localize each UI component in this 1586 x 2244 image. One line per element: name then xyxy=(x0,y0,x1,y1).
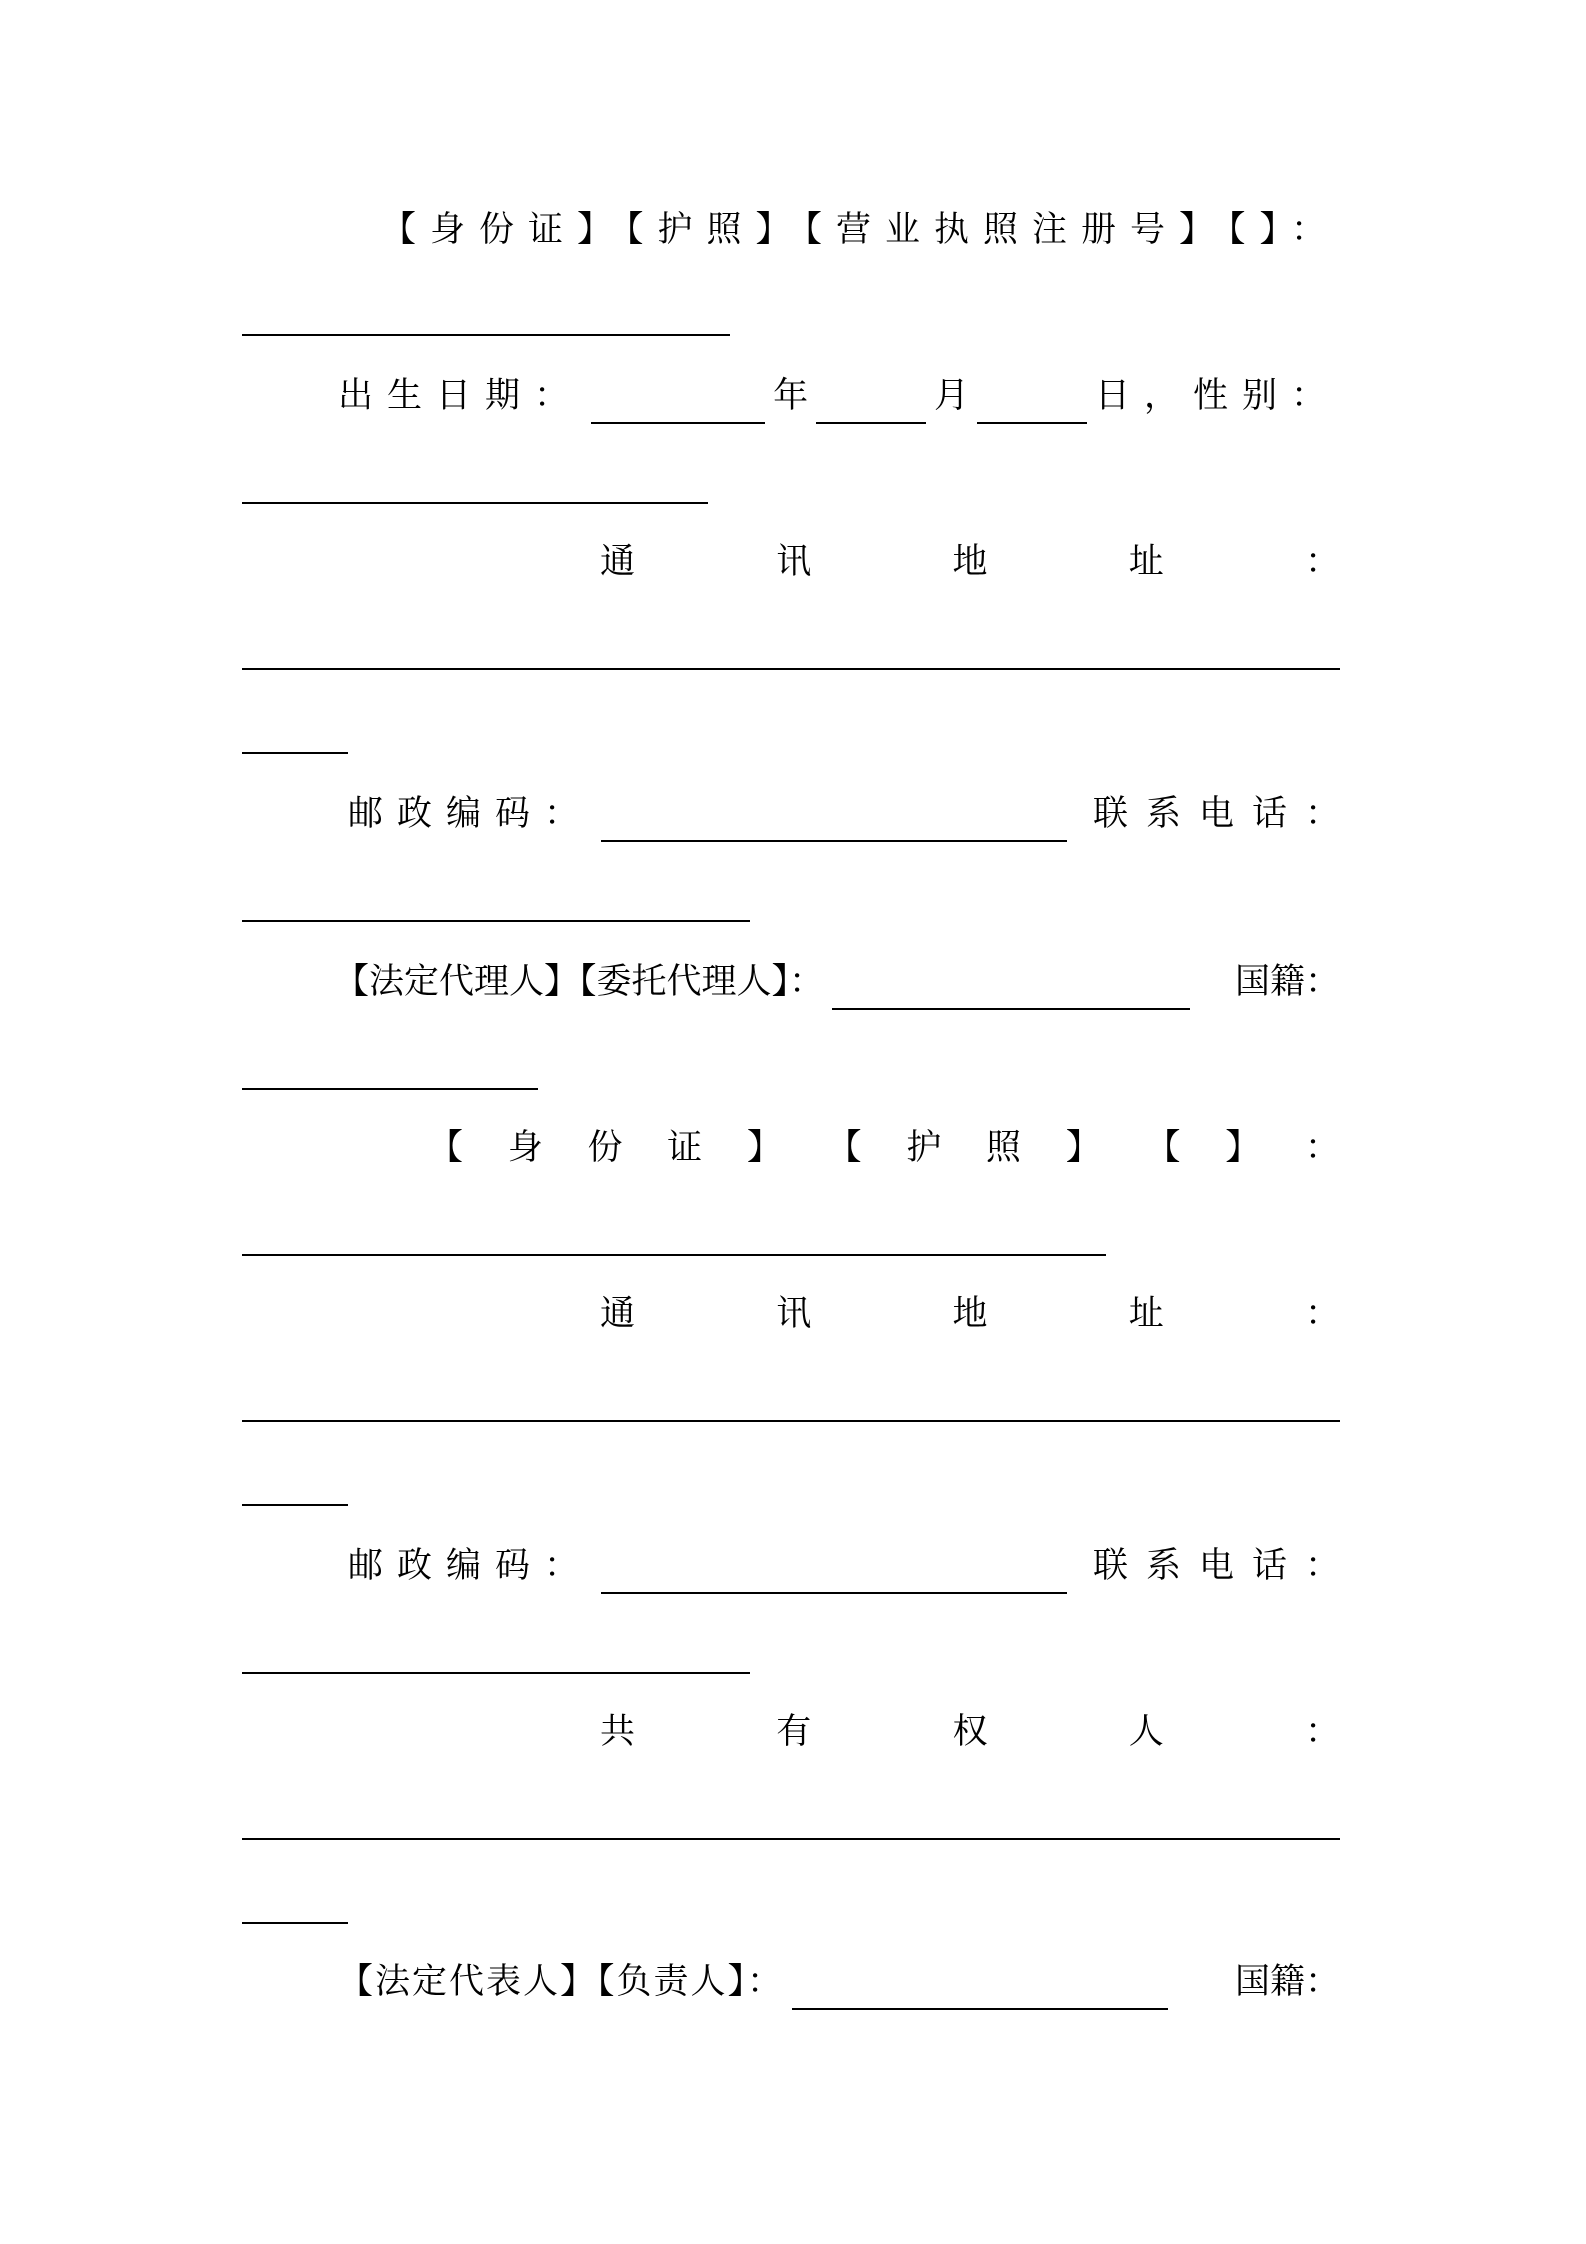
address-blank-1b[interactable] xyxy=(242,752,348,754)
phone-label-1: 联系电话： xyxy=(1092,794,1358,834)
id2-char-4: 护 xyxy=(906,1128,942,1168)
id2-char-5: 照 xyxy=(986,1128,1022,1168)
address2-char-3: 地 xyxy=(952,1294,988,1334)
phone-blank-1[interactable] xyxy=(242,920,750,922)
id2-char-2: 份 xyxy=(587,1128,623,1168)
birth-day-blank[interactable] xyxy=(977,388,1087,424)
agent-line xyxy=(242,952,1340,1012)
representative-name-blank[interactable] xyxy=(792,1974,1168,2010)
zip-label-1: 邮政编码： xyxy=(348,794,594,834)
nationality-label-2: 国籍： xyxy=(1234,1962,1340,2002)
nationality-label: 国籍： xyxy=(1234,962,1340,1002)
address-blank-2a[interactable] xyxy=(242,1420,1340,1422)
address-char-2: 讯 xyxy=(776,542,812,582)
id-number-blank[interactable] xyxy=(242,334,730,336)
representative-line xyxy=(242,1952,1340,2012)
phone-blank-2[interactable] xyxy=(242,1672,750,1674)
co-owner-char-4: 人 xyxy=(1128,1712,1164,1752)
month-label: 月 xyxy=(934,376,970,416)
id2-bracket-4: 】 xyxy=(1065,1128,1101,1168)
id2-colon: ： xyxy=(1304,1128,1340,1168)
birth-date-line xyxy=(242,366,1340,426)
id2-bracket-3: 【 xyxy=(826,1128,862,1168)
co-owner-char-3: 权 xyxy=(952,1712,988,1752)
agent-label: 【法定代理人】【委托代理人】： xyxy=(334,962,825,1002)
zip-phone-line-2 xyxy=(242,1536,1358,1596)
address2-char-2: 讯 xyxy=(776,1294,812,1334)
agent-name-blank[interactable] xyxy=(832,974,1190,1010)
co-owner-blank-a[interactable] xyxy=(242,1838,1340,1840)
id-type-line-2 xyxy=(242,1118,1340,1178)
id2-bracket-1: 【 xyxy=(428,1128,464,1168)
id-type-line xyxy=(242,200,1340,260)
day-gender-label: 日，性别： xyxy=(1094,376,1340,416)
id-type-label: 【身份证】【护照】【营业执照注册号】【】： xyxy=(380,210,1340,250)
address-line-2 xyxy=(242,1284,1340,1344)
zip-label-2: 邮政编码： xyxy=(348,1546,594,1586)
co-owner-char-2: 有 xyxy=(776,1712,812,1752)
address-line-1 xyxy=(242,532,1340,592)
zip-blank-2[interactable] xyxy=(601,1558,1067,1594)
address-char-4: 址 xyxy=(1128,542,1164,582)
id2-char-1: 身 xyxy=(507,1128,543,1168)
zip-phone-line-1 xyxy=(242,784,1358,844)
nationality-blank[interactable] xyxy=(242,1088,538,1090)
id2-bracket-2: 】 xyxy=(746,1128,782,1168)
address-colon: ： xyxy=(1304,542,1340,582)
co-owner-char-1: 共 xyxy=(600,1712,636,1752)
address2-char-4: 址 xyxy=(1128,1294,1164,1334)
phone-label-2: 联系电话： xyxy=(1092,1546,1358,1586)
address2-colon: ： xyxy=(1304,1294,1340,1334)
representative-label: 【法定代表人】【负责人】： xyxy=(338,1962,785,2002)
address2-char-1: 通 xyxy=(600,1294,636,1334)
address-char-3: 地 xyxy=(952,542,988,582)
birth-month-blank[interactable] xyxy=(816,388,926,424)
gender-blank[interactable] xyxy=(242,502,708,504)
year-label: 年 xyxy=(773,376,809,416)
birth-year-blank[interactable] xyxy=(591,388,765,424)
co-owner-blank-b[interactable] xyxy=(242,1922,348,1924)
id2-char-3: 证 xyxy=(667,1128,703,1168)
address-char-1: 通 xyxy=(600,542,636,582)
zip-blank-1[interactable] xyxy=(601,806,1067,842)
co-owner-line xyxy=(242,1702,1340,1762)
id2-bracket-6: 】 xyxy=(1225,1128,1261,1168)
co-owner-colon: ： xyxy=(1304,1712,1340,1752)
address-blank-1a[interactable] xyxy=(242,668,1340,670)
id-number-blank-2[interactable] xyxy=(242,1254,1106,1256)
id2-bracket-5: 【 xyxy=(1145,1128,1181,1168)
birth-date-label: 出生日期： xyxy=(338,376,584,416)
address-blank-2b[interactable] xyxy=(242,1504,348,1506)
